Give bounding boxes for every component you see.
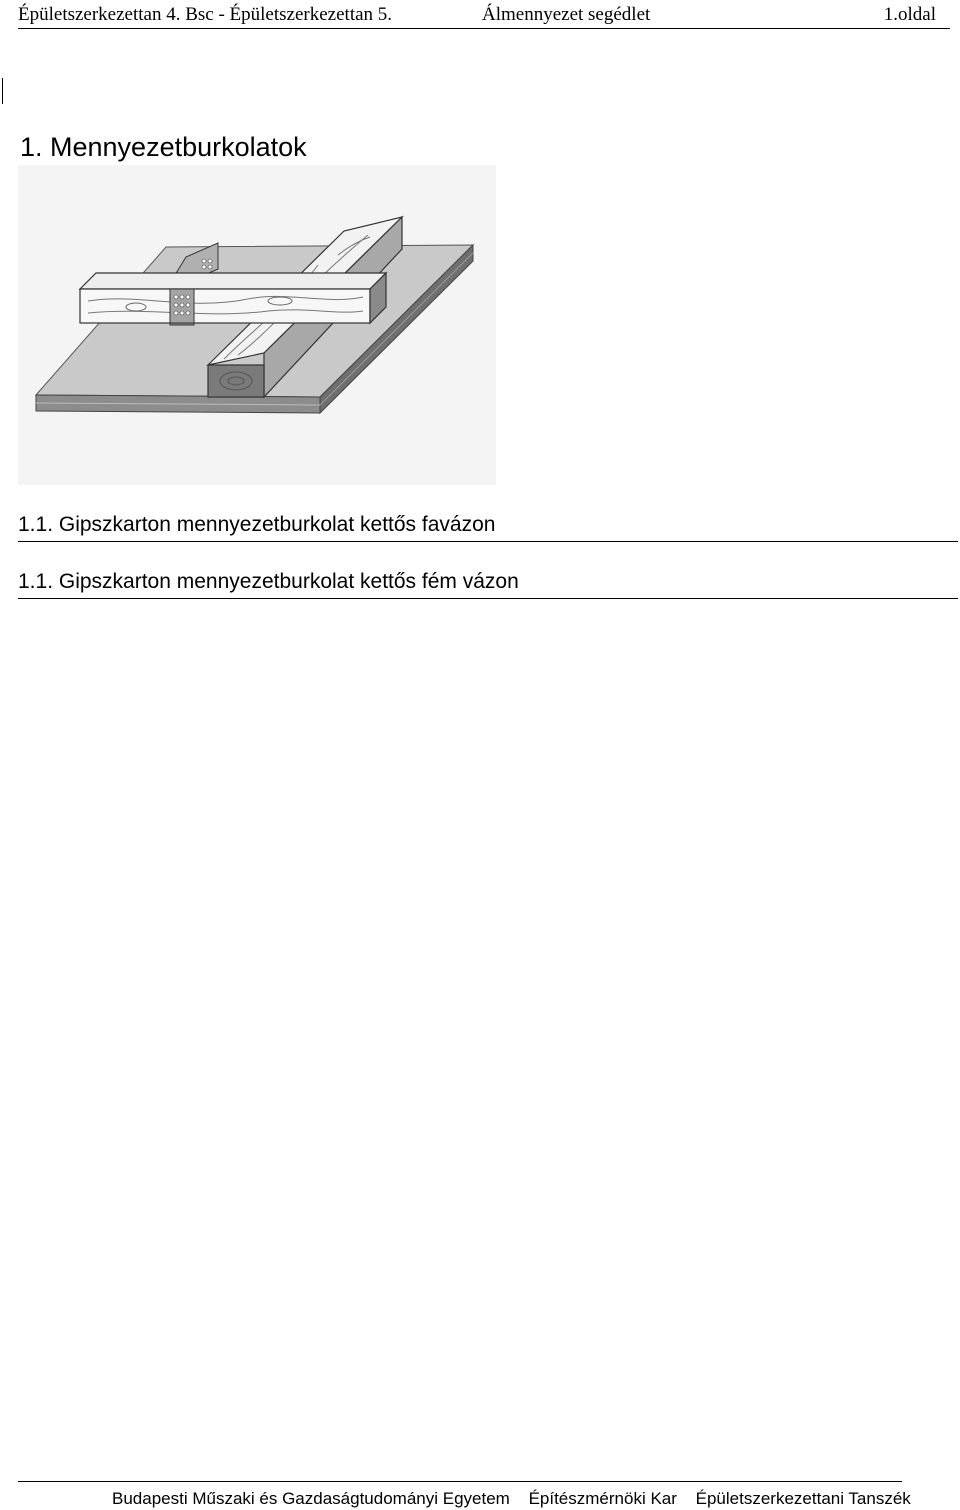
page-header bbox=[18, 2, 950, 29]
text-cursor bbox=[2, 78, 3, 104]
section-title: 1. Mennyezetburkolatok bbox=[20, 132, 307, 162]
footer-faculty: Építészmérnöki Kar bbox=[528, 1489, 677, 1508]
page-footer bbox=[112, 1488, 925, 1510]
subsection-heading-metal-frame: 1.1. Gipszkarton mennyezetburkolat kettős fém vázon bbox=[18, 568, 958, 599]
footer-department: Épületszerkezettani Tanszék bbox=[695, 1489, 911, 1508]
ceiling-illustration bbox=[18, 165, 496, 485]
footer-divider bbox=[18, 1481, 902, 1482]
footer-university: Budapesti Műszaki és Gazdaságtudományi Egyetem bbox=[112, 1489, 510, 1508]
header-course: Épületszerkezettan 4. Bsc - Épületszerkezettan 5. bbox=[18, 4, 393, 25]
header-page-number: 1.oldal bbox=[883, 4, 936, 25]
subsection-heading-wood-frame: 1.1. Gipszkarton mennyezetburkolat kettős favázon bbox=[18, 511, 958, 542]
header-topic: Álmennyezet segédlet bbox=[482, 4, 651, 25]
